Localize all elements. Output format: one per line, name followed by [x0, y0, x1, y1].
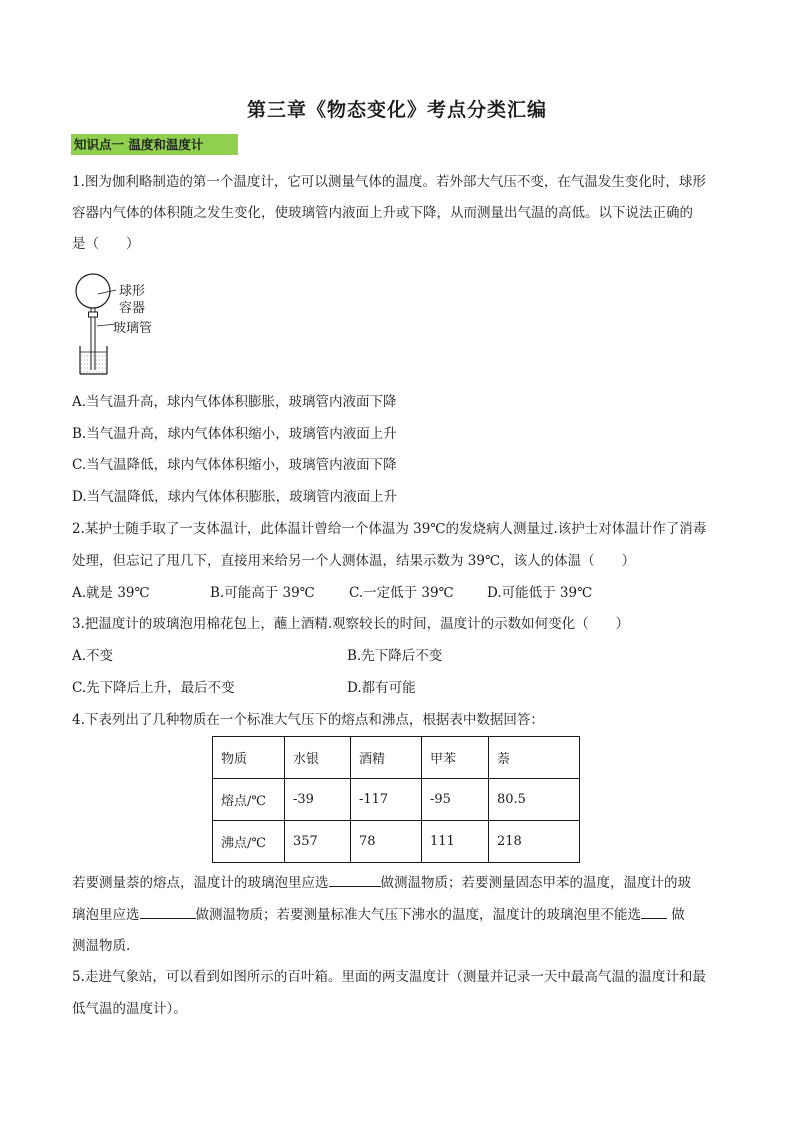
- table-cell: 78: [351, 821, 422, 863]
- table-cell: 80.5: [489, 779, 580, 821]
- table-row: [213, 779, 580, 821]
- answer-blank-3[interactable]: [641, 904, 667, 919]
- q2-option-a: A.就是 39℃: [72, 585, 150, 601]
- q3-option-d: D.都有可能: [347, 680, 416, 696]
- q4-text: 做: [667, 907, 685, 923]
- q1-option-a: A.当气温升高，球内气体体积膨胀，玻璃管内液面下降: [72, 394, 397, 410]
- q1-line-1: 1.图为伽利略制造的第一个温度计，它可以测量气体的温度。若外部大气压不变，在气温发生变化时，球形: [72, 174, 706, 190]
- melting-boiling-table: [212, 736, 580, 863]
- q3-option-a: A.不变: [72, 648, 114, 664]
- table-cell: 萘: [489, 737, 580, 779]
- figure-label-tube: 玻璃管: [113, 321, 153, 336]
- q4-after-line-3: 测温物质.: [72, 938, 131, 954]
- table-cell: 酒精: [351, 737, 422, 779]
- q2-option-b: B.可能高于 39℃: [210, 585, 315, 601]
- q2-line-1: 2.某护士随手取了一支体温计，此体温计曾给一个体温为 39℃的发烧病人测量过.该护士对体温计作了消毒: [72, 521, 707, 537]
- table-cell: -95: [422, 779, 489, 821]
- q4-text: 做测温物质；若要测量固态甲苯的温度，温度计的玻: [380, 875, 691, 891]
- q4-after-line-2: [72, 904, 685, 925]
- table-cell: 357: [285, 821, 351, 863]
- q1-option-d: D.当气温降低，球内气体体积膨胀，玻璃管内液面上升: [72, 489, 398, 505]
- q4-text: 若要测量萘的熔点，温度计的玻璃泡里应选: [72, 875, 329, 891]
- answer-blank-1[interactable]: [329, 872, 381, 887]
- table-cell: 111: [422, 821, 489, 863]
- q5-line-2: 低气温的温度计）。: [72, 1001, 187, 1017]
- q3-option-b: B.先下降后不变: [347, 648, 443, 664]
- table-cell: 熔点/℃: [213, 779, 285, 821]
- table-cell: 甲苯: [422, 737, 489, 779]
- table-row: [213, 737, 580, 779]
- q2-option-d: D.可能低于 39℃: [487, 585, 593, 601]
- answer-blank-2[interactable]: [140, 904, 196, 919]
- table-cell: -39: [285, 779, 351, 821]
- q3-line: 3.把温度计的玻璃泡用棉花包上，蘸上酒精.观察较长的时间，温度计的示数如何变化（ ）: [72, 616, 630, 632]
- q4-after-line-1: [72, 872, 691, 893]
- q2-option-c: C.一定低于 39℃: [349, 585, 454, 601]
- q3-option-c: C.先下降后上升，最后不变: [72, 680, 235, 696]
- table-cell: -117: [351, 779, 422, 821]
- q2-line-2: 处理，但忘记了甩几下，直接用来给另一个人测体温，结果示数为 39℃，该人的体温（ ）: [72, 553, 636, 569]
- section-tag: 知识点一 温度和温度计: [71, 134, 238, 155]
- table-cell: 物质: [213, 737, 285, 779]
- table-cell: 水银: [285, 737, 351, 779]
- page-title: 第三章《物态变化》考点分类汇编: [246, 99, 547, 121]
- q1-option-b: B.当气温升高，球内气体体积缩小，玻璃管内液面上升: [72, 426, 397, 442]
- table-row: [213, 821, 580, 863]
- figure-label-bulb-2: 容器: [119, 301, 146, 316]
- q1-line-2: 容器内气体的体积随之发生变化，使玻璃管内液面上升或下降，从而测量出气温的高低。以下说法正确的: [72, 205, 693, 221]
- q1-option-c: C.当气温降低，球内气体体积缩小，玻璃管内液面下降: [72, 457, 397, 473]
- q4-text: 璃泡里应选: [72, 907, 140, 923]
- q4-line: 4.下表列出了几种物质在一个标准大气压下的熔点和沸点，根据表中数据回答：: [72, 712, 544, 728]
- q5-line-1: 5.走进气象站，可以看到如图所示的百叶箱。里面的两支温度计（测量并记录一天中最高气温的温度计和最: [72, 969, 706, 985]
- q1-line-3: 是（ ）: [72, 236, 140, 252]
- table-cell: 沸点/℃: [213, 821, 285, 863]
- thermometer-figure: [70, 270, 170, 380]
- figure-label-bulb-1: 球形: [119, 284, 146, 299]
- table-cell: 218: [489, 821, 580, 863]
- q4-text: 做测温物质；若要测量标准大气压下沸水的温度，温度计的玻璃泡里不能选: [195, 907, 641, 923]
